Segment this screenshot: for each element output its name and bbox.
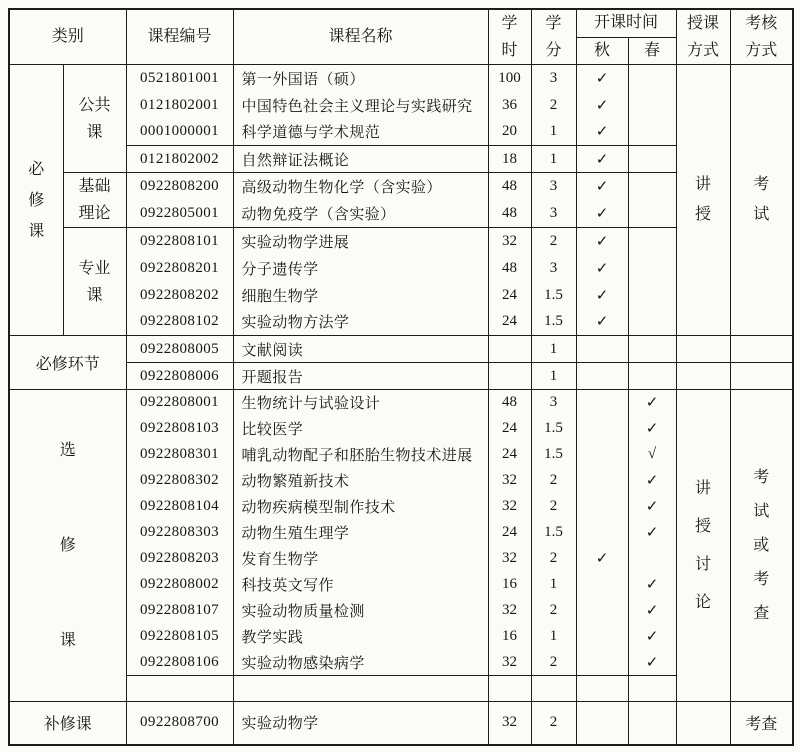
credits-empty xyxy=(531,676,576,702)
spring-check xyxy=(628,546,676,572)
table-row xyxy=(9,255,793,282)
autumn-check xyxy=(576,650,628,676)
autumn-check xyxy=(576,468,628,494)
credits-value: 3 xyxy=(531,65,576,92)
credits-value: 1 xyxy=(531,146,576,173)
table-row xyxy=(9,468,793,494)
course-code: 0922808303 xyxy=(126,520,233,546)
table-row xyxy=(9,336,793,363)
hours-value: 32 xyxy=(488,650,531,676)
course-code: 0922808005 xyxy=(126,336,233,363)
hours-value: 32 xyxy=(488,598,531,624)
hours-value: 32 xyxy=(488,702,531,745)
header-course-name: 课程名称 xyxy=(233,9,488,65)
autumn-empty xyxy=(576,676,628,702)
course-name: 自然辩证法概论 xyxy=(233,146,488,173)
course-code: 0001000001 xyxy=(126,119,233,146)
course-code: 0922808107 xyxy=(126,598,233,624)
autumn-check: ✓ xyxy=(576,146,628,173)
spring-check: ✓ xyxy=(628,572,676,598)
course-code: 0922808105 xyxy=(126,624,233,650)
assessment-supplementary: 考查 xyxy=(730,702,793,745)
table-row xyxy=(9,624,793,650)
course-code: 0922808006 xyxy=(126,363,233,390)
category-basic-theory: 基础理论 xyxy=(63,173,126,228)
credits-value: 2 xyxy=(531,494,576,520)
hours-value: 16 xyxy=(488,624,531,650)
credits-value: 1 xyxy=(531,624,576,650)
credits-value: 2 xyxy=(531,468,576,494)
table-row xyxy=(9,442,793,468)
category-professional: 专业课 xyxy=(63,228,126,336)
course-code: 0121802002 xyxy=(126,146,233,173)
spring-check: ✓ xyxy=(628,494,676,520)
autumn-check xyxy=(576,363,628,390)
credits-value: 1 xyxy=(531,572,576,598)
credits-value: 2 xyxy=(531,546,576,572)
course-code: 0922808101 xyxy=(126,228,233,255)
course-name: 实验动物学 xyxy=(233,702,488,745)
spring-check: ✓ xyxy=(628,468,676,494)
autumn-check: ✓ xyxy=(576,309,628,336)
autumn-check: ✓ xyxy=(576,546,628,572)
spring-check xyxy=(628,228,676,255)
course-code: 0922808203 xyxy=(126,546,233,572)
hours-empty xyxy=(488,676,531,702)
course-code: 0121802001 xyxy=(126,92,233,119)
credits-value: 1.5 xyxy=(531,282,576,309)
table-row xyxy=(9,494,793,520)
table-row xyxy=(9,146,793,173)
credits-value: 1.5 xyxy=(531,416,576,442)
table-row xyxy=(9,282,793,309)
credits-value: 3 xyxy=(531,255,576,282)
credits-value: 3 xyxy=(531,173,576,201)
course-name: 细胞生物学 xyxy=(233,282,488,309)
course-name: 发育生物学 xyxy=(233,546,488,572)
category-elective: 选修课 xyxy=(9,390,126,702)
course-name: 实验动物学进展 xyxy=(233,228,488,255)
teaching-cell-empty xyxy=(676,336,730,363)
table-row xyxy=(9,416,793,442)
hours-value: 24 xyxy=(488,309,531,336)
spring-check xyxy=(628,200,676,228)
course-code: 0922808700 xyxy=(126,702,233,745)
credits-value: 2 xyxy=(531,228,576,255)
course-name: 动物免疫学（含实验） xyxy=(233,200,488,228)
course-name: 教学实践 xyxy=(233,624,488,650)
course-name: 第一外国语（硕） xyxy=(233,65,488,92)
table-row xyxy=(9,390,793,416)
hours-value: 48 xyxy=(488,173,531,201)
credits-value: 1.5 xyxy=(531,520,576,546)
category-required-steps: 必修环节 xyxy=(9,336,126,390)
course-name: 科学道德与学术规范 xyxy=(233,119,488,146)
spring-check: √ xyxy=(628,442,676,468)
table-row-empty xyxy=(9,676,793,702)
course-name: 实验动物方法学 xyxy=(233,309,488,336)
autumn-check: ✓ xyxy=(576,200,628,228)
spring-check xyxy=(628,119,676,146)
credits-value: 2 xyxy=(531,650,576,676)
teaching-cell-empty xyxy=(676,702,730,745)
category-supplementary: 补修课 xyxy=(9,702,126,745)
course-name: 实验动物质量检测 xyxy=(233,598,488,624)
hours-value: 24 xyxy=(488,282,531,309)
spring-check xyxy=(628,255,676,282)
autumn-check xyxy=(576,598,628,624)
assessment-required: 考试 xyxy=(730,65,793,336)
hours-value: 48 xyxy=(488,200,531,228)
spring-check: ✓ xyxy=(628,598,676,624)
course-name: 中国特色社会主义理论与实践研究 xyxy=(233,92,488,119)
header-spring: 春 xyxy=(628,37,676,65)
course-code: 0922808201 xyxy=(126,255,233,282)
table-row xyxy=(9,572,793,598)
autumn-check xyxy=(576,416,628,442)
spring-check: ✓ xyxy=(628,624,676,650)
hours-value: 36 xyxy=(488,92,531,119)
credits-value: 1.5 xyxy=(531,309,576,336)
curriculum-table xyxy=(8,8,794,746)
course-code: 0922808103 xyxy=(126,416,233,442)
course-name: 实验动物感染病学 xyxy=(233,650,488,676)
course-code: 0922808200 xyxy=(126,173,233,201)
credits-value: 1.5 xyxy=(531,442,576,468)
assessment-cell-empty xyxy=(730,336,793,363)
hours-value: 32 xyxy=(488,468,531,494)
hours-value: 24 xyxy=(488,416,531,442)
hours-value: 48 xyxy=(488,255,531,282)
hours-value: 16 xyxy=(488,572,531,598)
credits-value: 2 xyxy=(531,598,576,624)
table-row xyxy=(9,363,793,390)
course-name: 哺乳动物配子和胚胎生物技术进展 xyxy=(233,442,488,468)
course-name-empty xyxy=(233,676,488,702)
spring-check xyxy=(628,65,676,92)
spring-check xyxy=(628,92,676,119)
credits-value: 3 xyxy=(531,200,576,228)
category-required: 必修课 xyxy=(9,65,63,336)
table-row xyxy=(9,650,793,676)
course-code: 0922808002 xyxy=(126,572,233,598)
spring-check: ✓ xyxy=(628,416,676,442)
table-row xyxy=(9,309,793,336)
autumn-check: ✓ xyxy=(576,173,628,201)
table-row xyxy=(9,546,793,572)
course-code: 0521801001 xyxy=(126,65,233,92)
autumn-check xyxy=(576,520,628,546)
autumn-check xyxy=(576,494,628,520)
autumn-check: ✓ xyxy=(576,92,628,119)
autumn-check: ✓ xyxy=(576,119,628,146)
header-assessment: 考核方式 xyxy=(730,9,793,65)
hours-value: 24 xyxy=(488,442,531,468)
category-public: 公共课 xyxy=(63,65,126,173)
course-name: 动物生殖生理学 xyxy=(233,520,488,546)
table-row xyxy=(9,92,793,119)
hours-value: 20 xyxy=(488,119,531,146)
spring-check xyxy=(628,363,676,390)
teaching-cell-empty xyxy=(676,363,730,390)
hours-value: 32 xyxy=(488,546,531,572)
header-teaching: 授课方式 xyxy=(676,9,730,65)
course-name: 动物繁殖新技术 xyxy=(233,468,488,494)
spring-check xyxy=(628,336,676,363)
course-code: 0922808104 xyxy=(126,494,233,520)
credits-value: 2 xyxy=(531,92,576,119)
header-category: 类别 xyxy=(9,9,126,65)
hours-value: 18 xyxy=(488,146,531,173)
spring-check xyxy=(628,282,676,309)
teaching-required: 讲授 xyxy=(676,65,730,336)
hours-value: 48 xyxy=(488,390,531,416)
autumn-check: ✓ xyxy=(576,65,628,92)
course-name: 比较医学 xyxy=(233,416,488,442)
assessment-cell-empty xyxy=(730,363,793,390)
course-code: 0922808202 xyxy=(126,282,233,309)
table-row xyxy=(9,200,793,228)
header-autumn: 秋 xyxy=(576,37,628,65)
course-name: 高级动物生物化学（含实验） xyxy=(233,173,488,201)
credits-value: 1 xyxy=(531,119,576,146)
credits-value: 1 xyxy=(531,336,576,363)
header-credits: 学分 xyxy=(531,9,576,65)
course-code: 0922808001 xyxy=(126,390,233,416)
header-course-code: 课程编号 xyxy=(126,9,233,65)
course-code: 0922805001 xyxy=(126,200,233,228)
spring-check xyxy=(628,173,676,201)
course-name: 生物统计与试验设计 xyxy=(233,390,488,416)
autumn-check xyxy=(576,624,628,650)
credits-value: 2 xyxy=(531,702,576,745)
hours-value: 32 xyxy=(488,494,531,520)
course-code: 0922808301 xyxy=(126,442,233,468)
hours-value xyxy=(488,336,531,363)
course-code-empty xyxy=(126,676,233,702)
header-hours: 学时 xyxy=(488,9,531,65)
autumn-check xyxy=(576,702,628,745)
header-schedule: 开课时间 xyxy=(576,9,676,37)
hours-value: 32 xyxy=(488,228,531,255)
autumn-check xyxy=(576,572,628,598)
course-code: 0922808106 xyxy=(126,650,233,676)
table-row xyxy=(9,598,793,624)
hours-value: 24 xyxy=(488,520,531,546)
spring-check: ✓ xyxy=(628,390,676,416)
table-row xyxy=(9,173,793,201)
table-row xyxy=(9,520,793,546)
autumn-check xyxy=(576,442,628,468)
teaching-elective: 讲授讨论 xyxy=(676,390,730,702)
spring-check: ✓ xyxy=(628,650,676,676)
course-code: 0922808302 xyxy=(126,468,233,494)
table-row xyxy=(9,119,793,146)
course-code: 0922808102 xyxy=(126,309,233,336)
autumn-check: ✓ xyxy=(576,255,628,282)
hours-value: 100 xyxy=(488,65,531,92)
table-row xyxy=(9,65,793,92)
spring-check xyxy=(628,702,676,745)
course-name: 开题报告 xyxy=(233,363,488,390)
credits-value: 1 xyxy=(531,363,576,390)
credits-value: 3 xyxy=(531,390,576,416)
hours-value xyxy=(488,363,531,390)
course-name: 科技英文写作 xyxy=(233,572,488,598)
autumn-check xyxy=(576,390,628,416)
spring-check: ✓ xyxy=(628,520,676,546)
table-row xyxy=(9,228,793,255)
course-name: 分子遗传学 xyxy=(233,255,488,282)
course-name: 动物疾病模型制作技术 xyxy=(233,494,488,520)
autumn-check xyxy=(576,336,628,363)
spring-check xyxy=(628,309,676,336)
assessment-elective: 考试或考查 xyxy=(730,390,793,702)
spring-empty xyxy=(628,676,676,702)
table-row xyxy=(9,702,793,745)
spring-check xyxy=(628,146,676,173)
autumn-check: ✓ xyxy=(576,282,628,309)
course-name: 文献阅读 xyxy=(233,336,488,363)
autumn-check: ✓ xyxy=(576,228,628,255)
